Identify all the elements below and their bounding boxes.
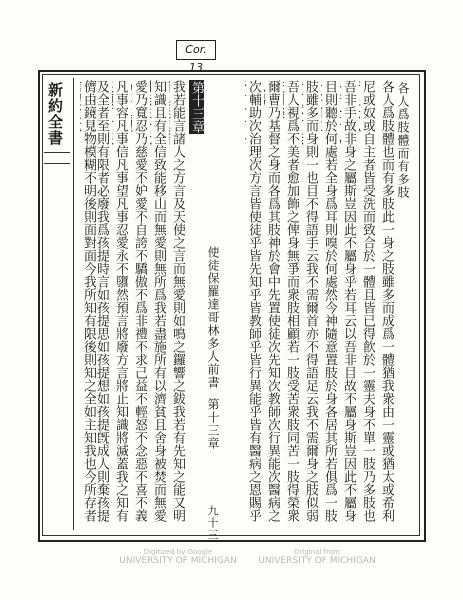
center-book-title: 使徒保羅達哥林多人前書	[206, 246, 220, 389]
text-column: 吾人視爲不美者愈加飾之俾身無爭而衆肢相顧若一肢受苦衆肢同苦一肢得榮衆	[284, 80, 299, 522]
digitized-stamp	[118, 548, 238, 566]
digitized-stamp-line1: Digitized by Google	[143, 548, 213, 556]
original-stamp-line2: UNIVERSITY OF MICHIGAN	[258, 556, 376, 566]
text-column: 儕由鏡見物模糊不明後則面對面今我所知有限後則知之全如主知我也今所存者	[81, 80, 96, 522]
book-title: 新約全書	[46, 82, 64, 146]
page-number: 九十三	[206, 505, 219, 541]
digitized-stamp-line2: UNIVERSITY OF MICHIGAN	[119, 556, 237, 566]
text-column: 知識且有全信致能移山而無愛則無所爲我若盡施所有以濟貧且舍身被焚而無愛	[151, 80, 166, 522]
text-column: 次輔助次治理次方言皆使徒乎皆先知乎皆教師乎皆行異能乎皆有醫病之恩賜乎	[246, 80, 261, 522]
text-column: 吾非手故非身之屬斯豈因此不屬身乎若耳云以吾非目故不屬身斯豈因此不屬身	[341, 80, 356, 522]
running-head: 各人爲肢體而有多肢	[396, 82, 410, 199]
text-column: 肢雖多而身則一也目不得語手云我不需爾首亦不得語足云我不需爾身之肢似弱	[303, 80, 318, 522]
text-column: 及全者至則有限者必廢我爲孩提時言如孩提思如孩提想如孩提旣成人則棄孩提	[94, 80, 109, 522]
body-text	[76, 80, 394, 530]
text-column: 爾曹乃基督之身而各爲其肢神於會中先置使徒次先知次教師次行異能次醫病之	[265, 80, 280, 522]
chapter-marker: 第十三章	[189, 81, 204, 133]
text-column: 我若能言諸人之方言及天使之言而無愛則如鳴之鑼響之鈸我若有先知之能又明	[170, 80, 185, 522]
original-stamp-line1: Original from	[294, 548, 340, 556]
text-column: 愛乃寬忍乃慈愛不妒愛不自誇不驕傲不爲非禮不求己益不輕怒不念惡不喜不義	[132, 80, 147, 522]
text-column: 目則聽於何處若全身爲耳則嗅於何處然今神隨意置肢於身各居其所若俱爲一肢	[322, 80, 337, 522]
center-chapter: 第十三章	[206, 398, 220, 450]
original-stamp	[252, 548, 382, 566]
text-column: 尼或奴或自主者皆受洗而致合於一體且皆已得飮於一靈夫身不單一肢乃多肢也	[360, 80, 375, 522]
text-column	[188, 80, 204, 528]
text-column: 凡事容凡事信凡事望凡事忍愛永不隳然預言將廢方言將止知識將滅蓋我之知有	[113, 80, 128, 522]
handwritten-label: Cor. 13	[176, 40, 216, 60]
text-column: 各人爲肢體也而有多肢此一身之肢雖多而成爲一體猶我衆由一靈或猶太或希利	[379, 80, 394, 522]
fish-tail-ornament	[44, 152, 70, 164]
